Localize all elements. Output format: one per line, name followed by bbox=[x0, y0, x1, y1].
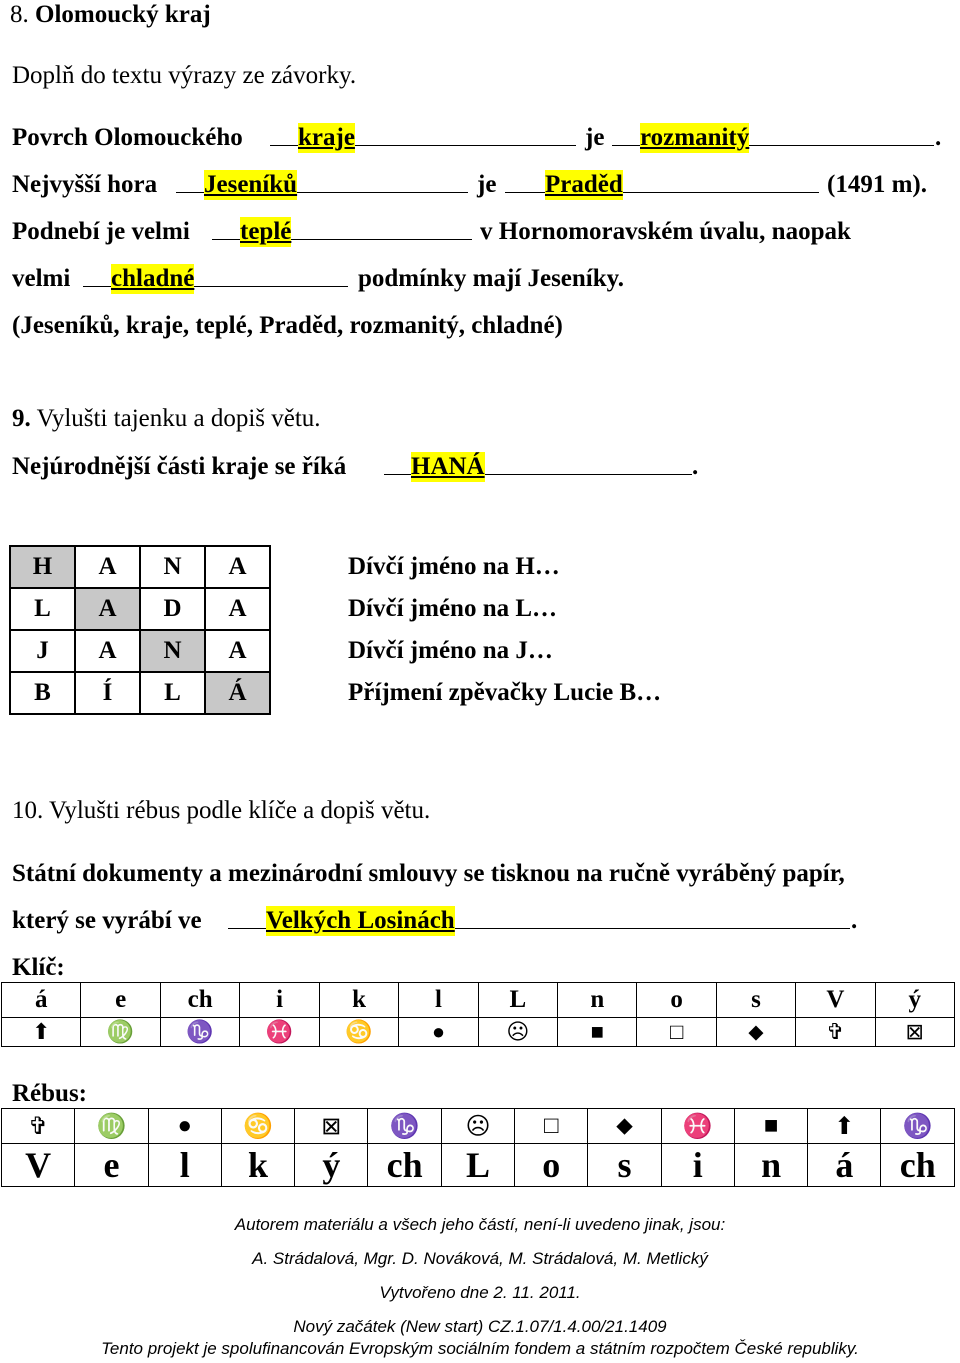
filled-circle-icon: ● bbox=[148, 1109, 221, 1144]
key-letter: V bbox=[796, 983, 875, 1018]
arrow-up-icon: ⬆ bbox=[2, 1018, 81, 1047]
wingding-ch-icon: ♑ bbox=[881, 1109, 955, 1144]
period: . bbox=[692, 453, 699, 480]
key-letter: i bbox=[240, 983, 319, 1018]
grid-cell: N bbox=[140, 630, 205, 672]
answer-teple: teplé bbox=[240, 218, 292, 245]
task9-sentence: Nejúrodnější části kraje se říká bbox=[12, 453, 347, 480]
clue-4: Příjmení zpěvačky Lucie B… bbox=[348, 679, 662, 706]
hollow-square-icon: □ bbox=[515, 1109, 588, 1144]
rebus-symbols-row bbox=[2, 1109, 955, 1144]
arrow-up-icon: ⬆ bbox=[808, 1109, 881, 1144]
grid-cell: L bbox=[10, 588, 75, 630]
wingding-ch-icon: ♑ bbox=[368, 1109, 441, 1144]
rebus-letter: á bbox=[808, 1144, 881, 1187]
rebus-table bbox=[1, 1108, 955, 1187]
grid-cell: A bbox=[205, 546, 270, 588]
task9-instruction: Vylušti tajenku a dopiš větu. bbox=[36, 405, 321, 432]
wingding-k-icon: ♋ bbox=[319, 1018, 398, 1047]
hollow-square-icon: □ bbox=[637, 1018, 716, 1047]
key-letter: s bbox=[716, 983, 795, 1018]
period: . bbox=[851, 907, 858, 934]
clue-2: Dívčí jméno na L… bbox=[348, 595, 558, 622]
grid-cell: A bbox=[75, 588, 140, 630]
task8-title: Olomoucký kraj bbox=[35, 1, 211, 28]
answer-jeseniku: Jeseníků bbox=[204, 171, 298, 198]
task8-line3-rest: v Hornomoravském úvalu, naopak bbox=[480, 218, 851, 245]
footer-funding: Tento projekt je spolufinancován Evropským sociálním fondem a státním rozpočtem České republiky. bbox=[101, 1339, 859, 1358]
key-letter: o bbox=[637, 983, 716, 1018]
grid-cell: H bbox=[10, 546, 75, 588]
rebus-letter: ch bbox=[881, 1144, 955, 1187]
answer-chladne: chladné bbox=[111, 265, 195, 292]
grid-cell: Á bbox=[205, 672, 270, 714]
grid-row bbox=[10, 672, 270, 714]
task10-sentence1: Státní dokumenty a mezinárodní smlouvy se tisknou na ručně vyráběný papír, bbox=[12, 860, 845, 887]
rebus-label: Rébus: bbox=[12, 1080, 88, 1107]
task9-num: 9. bbox=[12, 405, 31, 432]
key-letter: ý bbox=[875, 983, 954, 1018]
task8-line4-rest: podmínky mají Jeseníky. bbox=[358, 265, 625, 292]
small-diamond-icon: ⬥ bbox=[716, 1018, 795, 1047]
answer-rozmanity: rozmanitý bbox=[640, 124, 750, 151]
task10-heading: 10. Vylušti rébus podle klíče a dopiš větu. bbox=[12, 797, 431, 824]
answer-praded: Praděd bbox=[545, 171, 623, 198]
grid-cell: L bbox=[140, 672, 205, 714]
key-letter: á bbox=[2, 983, 81, 1018]
crossword-grid bbox=[9, 545, 271, 715]
key-letter: n bbox=[558, 983, 637, 1018]
grid-cell: J bbox=[10, 630, 75, 672]
grid-cell: A bbox=[205, 588, 270, 630]
rebus-letter: o bbox=[515, 1144, 588, 1187]
key-label: Klíč: bbox=[12, 954, 65, 981]
rebus-letters-row bbox=[2, 1144, 955, 1187]
filled-square-icon: ■ bbox=[734, 1109, 807, 1144]
task8-line2-text: Nejvyšší hora bbox=[12, 171, 158, 198]
wingding-i-icon: ♓ bbox=[240, 1018, 319, 1047]
footer-created: Vytvořeno dne 2. 11. 2011. bbox=[379, 1283, 581, 1302]
wingding-e-icon: ♍ bbox=[75, 1109, 148, 1144]
answer-hana: HANÁ bbox=[411, 453, 485, 480]
key-letters-row bbox=[2, 983, 955, 1018]
task8-line2-end: (1491 m). bbox=[827, 171, 927, 198]
grid-cell: D bbox=[140, 588, 205, 630]
rebus-letter: ch bbox=[368, 1144, 441, 1187]
task8-line3-text: Podnebí je velmi bbox=[12, 218, 190, 245]
rebus-letter: V bbox=[2, 1144, 75, 1187]
filled-square-icon: ■ bbox=[558, 1018, 637, 1047]
task8-heading: 8. Olomoucký kraj bbox=[10, 1, 211, 28]
grid-row bbox=[10, 588, 270, 630]
sad-face-icon: ☹ bbox=[478, 1018, 557, 1047]
key-symbols-row bbox=[2, 1018, 955, 1047]
small-diamond-icon: ⬥ bbox=[588, 1109, 661, 1144]
rebus-letter: s bbox=[588, 1144, 661, 1187]
wingding-i-icon: ♓ bbox=[661, 1109, 734, 1144]
rebus-letter: l bbox=[148, 1144, 221, 1187]
wingding-k-icon: ♋ bbox=[221, 1109, 294, 1144]
rebus-letter: n bbox=[734, 1144, 807, 1187]
wingding-e-icon: ♍ bbox=[81, 1018, 160, 1047]
key-letter: e bbox=[81, 983, 160, 1018]
answer-kraje: kraje bbox=[298, 124, 355, 151]
footer-authors-intro: Autorem materiálu a všech jeho částí, není-li uvedeno jinak, jsou: bbox=[234, 1215, 726, 1234]
period: . bbox=[935, 124, 942, 151]
grid-row bbox=[10, 630, 270, 672]
cross-icon: ✞ bbox=[796, 1018, 875, 1047]
grid-cell: A bbox=[205, 630, 270, 672]
task8-line1-text: Povrch Olomouckého bbox=[12, 124, 243, 151]
task8-options: (Jeseníků, kraje, teplé, Praděd, rozmanitý, chladné) bbox=[12, 312, 563, 339]
rebus-letter: k bbox=[221, 1144, 294, 1187]
filled-circle-icon: ● bbox=[399, 1018, 478, 1047]
grid-cell: A bbox=[75, 546, 140, 588]
rebus-letter: L bbox=[441, 1144, 514, 1187]
task8-line4-text: velmi bbox=[12, 265, 71, 292]
answer-velkych-losinach: Velkých Losinách bbox=[266, 907, 455, 934]
task10-sentence2: který se vyrábí ve bbox=[12, 907, 202, 934]
clue-3: Dívčí jméno na J… bbox=[348, 637, 553, 664]
footer-authors: A. Strádalová, Mgr. D. Nováková, M. Strádalová, M. Metlický bbox=[252, 1249, 708, 1268]
grid-row bbox=[10, 546, 270, 588]
key-letter: L bbox=[478, 983, 557, 1018]
grid-cell: Í bbox=[75, 672, 140, 714]
boxed-x-icon: ⊠ bbox=[295, 1109, 368, 1144]
key-table bbox=[1, 982, 955, 1047]
key-letter: l bbox=[399, 983, 478, 1018]
grid-cell: A bbox=[75, 630, 140, 672]
grid-cell: N bbox=[140, 546, 205, 588]
key-letter: ch bbox=[160, 983, 239, 1018]
task8-line1-je: je bbox=[585, 124, 605, 151]
grid-cell: B bbox=[10, 672, 75, 714]
rebus-letter: e bbox=[75, 1144, 148, 1187]
task8-instruction: Doplň do textu výrazy ze závorky. bbox=[12, 62, 357, 89]
task9-heading bbox=[12, 404, 321, 434]
wingding-ch-icon: ♑ bbox=[160, 1018, 239, 1047]
task8-line2-je: je bbox=[477, 171, 497, 198]
cross-icon: ✞ bbox=[2, 1109, 75, 1144]
rebus-letter: ý bbox=[295, 1144, 368, 1187]
boxed-x-icon: ⊠ bbox=[875, 1018, 954, 1047]
key-letter: k bbox=[319, 983, 398, 1018]
clue-1: Dívčí jméno na H… bbox=[348, 553, 560, 580]
rebus-letter: i bbox=[661, 1144, 734, 1187]
footer-project: Nový začátek (New start) CZ.1.07/1.4.00/21.1409 bbox=[293, 1317, 667, 1336]
sad-face-icon: ☹ bbox=[441, 1109, 514, 1144]
